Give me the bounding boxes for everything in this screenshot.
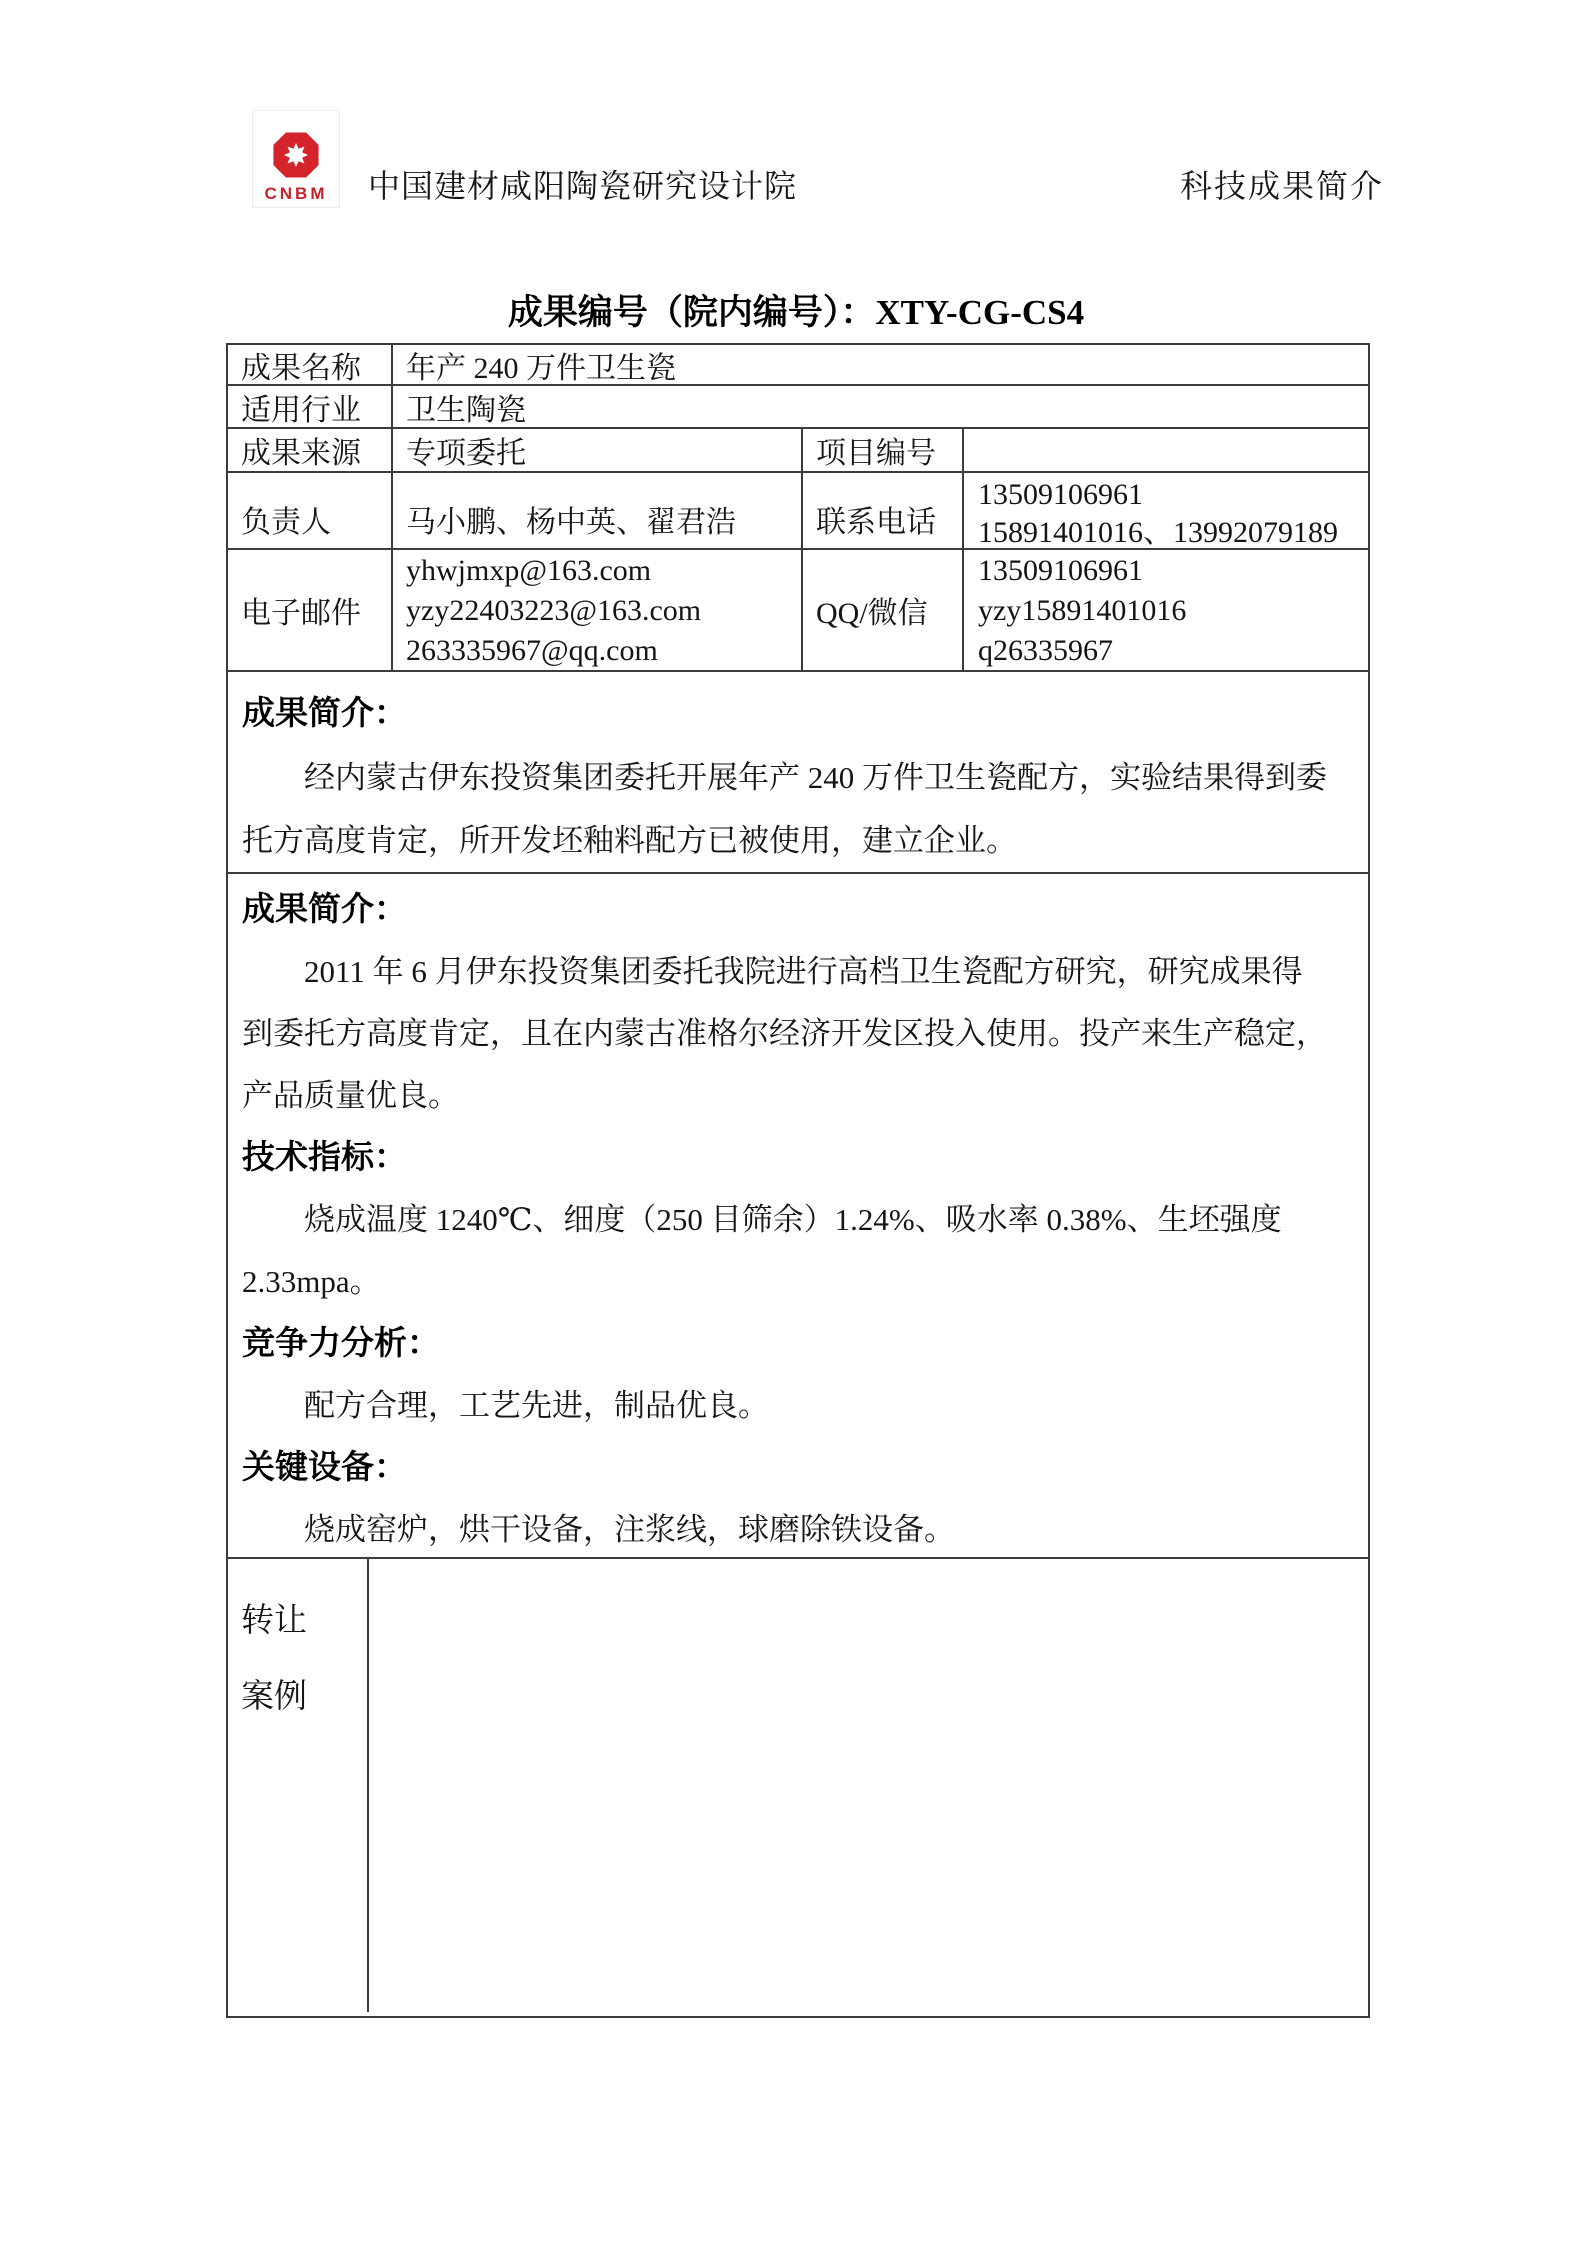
- transfer-label-line: 转让: [241, 1603, 307, 1639]
- document-type-label: 科技成果简介: [1179, 168, 1384, 204]
- summary-2-text-line: 到委托方高度肯定，且在内蒙古准格尔经济开发区投入使用。投产来生产稳定，: [242, 1016, 1327, 1051]
- result-name-label: 成果名称: [241, 351, 361, 384]
- transfer-label-line: 案例: [241, 1679, 307, 1715]
- tech-specs-text-line: 烧成温度 1240℃、细度（250 目筛余）1.24%、吸水率 0.38%、生坯强度: [304, 1202, 1282, 1237]
- table-row-email: [228, 548, 1368, 670]
- cnbm-octagon-icon: [271, 131, 321, 179]
- qq-line: 13509106961: [978, 554, 1143, 587]
- achievement-info-table: [226, 343, 1370, 2018]
- qq-wechat-label: QQ/微信: [801, 550, 962, 670]
- phone-line: 15891401016、13992079189: [978, 516, 1338, 548]
- qq-line: q26335967: [978, 634, 1113, 667]
- qq-wechat-value: [962, 550, 1368, 670]
- email-line: yhwjmxp@163.com: [406, 554, 652, 587]
- email-label: 电子邮件: [241, 597, 361, 630]
- summary-2-text-line: 产品质量优良。: [242, 1078, 459, 1113]
- institute-name: 中国建材咸阳陶瓷研究设计院: [368, 168, 798, 204]
- project-number-label: 项目编号: [801, 429, 962, 471]
- competitiveness-text-line: 配方合理，工艺先进，制品优良。: [304, 1388, 769, 1423]
- table-row-summary-1: [228, 670, 1368, 872]
- table-row-source: [228, 427, 1368, 471]
- source-label: 成果来源: [241, 437, 361, 470]
- industry-value: 卫生陶瓷: [391, 386, 1368, 427]
- transfer-cases-content: [367, 1559, 1368, 2012]
- table-row-details: [228, 872, 1368, 1557]
- email-value: [391, 550, 801, 670]
- key-equipment-text-line: 烧成窑炉，烘干设备，注浆线，球磨除铁设备。: [304, 1512, 955, 1547]
- summary-2-text-line: 2011 年 6 月伊东投资集团委托我院进行高档卫生瓷配方研究，研究成果得: [304, 954, 1303, 989]
- summary-1-heading: 成果简介：: [242, 696, 407, 732]
- page-title: 成果编号（院内编号）：XTY-CG-CS4: [507, 293, 1085, 332]
- email-line: 263335967@qq.com: [406, 634, 658, 667]
- summary-1-text-line: 经内蒙古伊东投资集团委托开展年产 240 万件卫生瓷配方，实验结果得到委: [304, 760, 1327, 795]
- phone-value: [962, 473, 1368, 548]
- key-equipment-heading: 关键设备：: [242, 1450, 407, 1486]
- transfer-cases-label: [228, 1559, 367, 2012]
- project-number-value: [962, 429, 1368, 471]
- result-name-value: 年产 240 万件卫生瓷: [391, 345, 1368, 384]
- leader-label: 负责人: [241, 506, 331, 539]
- details-section: [228, 874, 1368, 1557]
- summary-1-section: [228, 672, 1368, 872]
- table-row-leader: [228, 471, 1368, 548]
- industry-label: 适用行业: [241, 393, 361, 427]
- source-value: 专项委托: [391, 429, 801, 471]
- cnbm-logo: [252, 110, 340, 208]
- summary-1-text-line: 托方高度肯定，所开发坯釉料配方已被使用，建立企业。: [242, 823, 1017, 858]
- phone-line: 13509106961: [978, 478, 1143, 511]
- table-row-transfer-cases: [228, 1557, 1368, 2012]
- email-line: yzy22403223@163.com: [406, 594, 702, 627]
- tech-specs-text-line: 2.33mpa。: [242, 1264, 381, 1299]
- summary-2-heading: 成果简介：: [242, 892, 407, 928]
- qq-line: yzy15891401016: [978, 594, 1187, 627]
- competitiveness-heading: 竞争力分析：: [242, 1326, 440, 1362]
- phone-label: 联系电话: [801, 473, 962, 548]
- tech-specs-heading: 技术指标：: [242, 1140, 407, 1176]
- table-row-result-name: [228, 345, 1368, 384]
- leader-value: 马小鹏、杨中英、翟君浩: [391, 473, 801, 548]
- cnbm-logo-label: CNBM: [264, 184, 328, 203]
- table-row-industry: [228, 384, 1368, 427]
